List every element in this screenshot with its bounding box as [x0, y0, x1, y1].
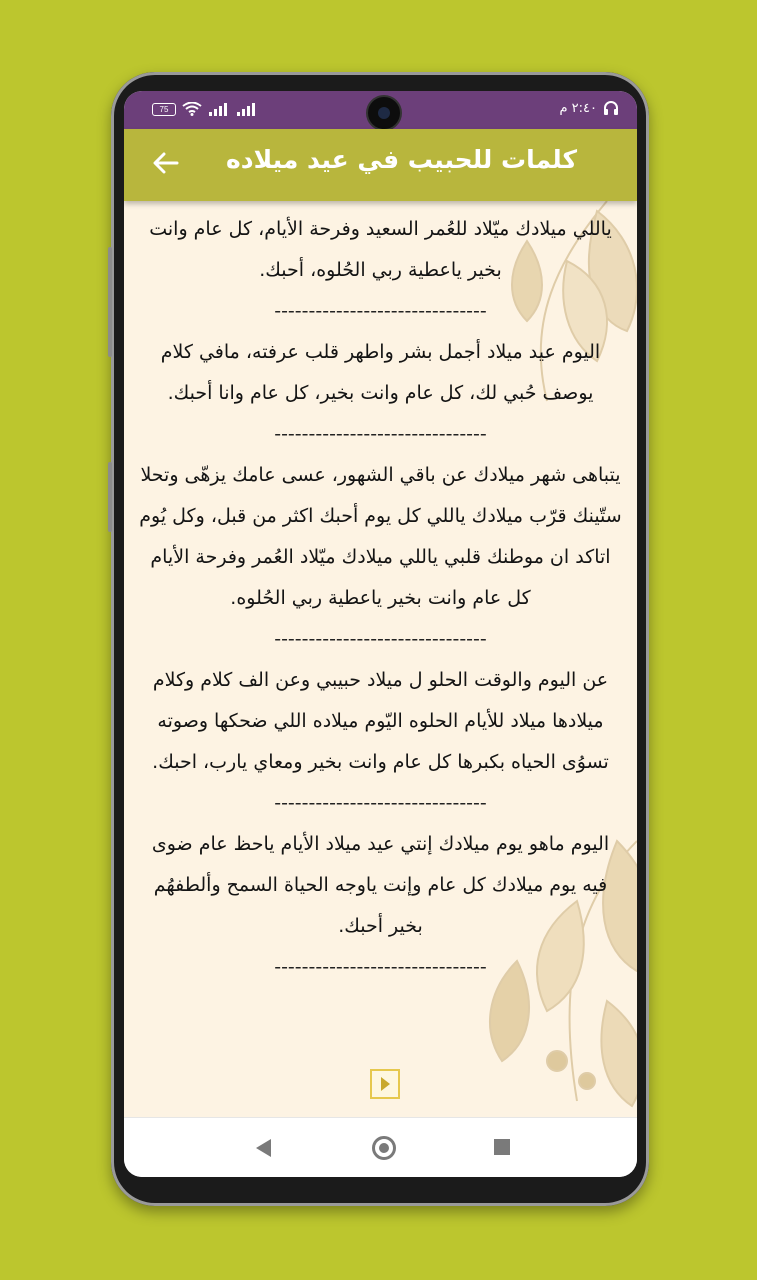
greeting-paragraph: يتباهى شهر ميلادك عن باقي الشهور، عسى عامك يزهّى وتحلا ستّينك قرّب ميلادك ياللي كل يوم أحبك اكثر من قبل، وكل يُوم اتاكد ان موطنك قلبي ياللي ميلادك ميّلاد العُمر وفرحة الأيام كل عام وانت بخير ياعطية ربي الحُلوه.: [139, 464, 622, 609]
phone-frame: [111, 72, 649, 1206]
nav-home-icon[interactable]: [372, 1136, 396, 1160]
content-area[interactable]: [124, 201, 637, 1117]
greeting-paragraph: اليوم ماهو يوم ميلادك إنتي عيد ميلاد الأيام ياحظ عام ضوى فيه يوم ميلادك كل عام وإنت ياوجه الحياة السمح وألطفهُم بخير أحبك.: [151, 833, 610, 937]
status-bar: [124, 91, 637, 129]
headphones-icon: [603, 100, 619, 116]
nav-back-icon[interactable]: [256, 1139, 271, 1157]
wifi-icon: [182, 102, 202, 116]
app-bar: [124, 129, 637, 201]
status-icons-right: [559, 100, 619, 116]
nav-recents-icon[interactable]: [494, 1139, 510, 1155]
clock-text: ٢:٤٠ م: [559, 100, 597, 116]
greetings-text: [138, 209, 623, 988]
separator: -------------------------------: [274, 300, 487, 322]
separator: -------------------------------: [274, 956, 487, 978]
greeting-paragraph: اليوم عيد ميلاد أجمل بشر واطهر قلب عرفته، مافي كلام يوصف حُبي لك، كل عام وانت بخير، كل عام وانا أحبك.: [160, 341, 601, 404]
arrow-back-icon[interactable]: [148, 145, 184, 181]
bixby-button: [108, 462, 112, 532]
separator: -------------------------------: [274, 628, 487, 650]
front-camera: [366, 95, 402, 131]
volume-button: [108, 247, 112, 357]
phone-screen: [124, 91, 637, 1177]
signal-icon: [236, 102, 258, 116]
battery-icon: 75: [152, 103, 176, 116]
signal-icon: [208, 102, 230, 116]
navigation-bar: [124, 1117, 637, 1177]
page-title: كلمات للحبيب في عيد ميلاده: [226, 145, 577, 174]
play-ad-icon[interactable]: [370, 1069, 400, 1099]
greeting-paragraph: ياللي ميلادك ميّلاد للعُمر السعيد وفرحة الأيام، كل عام وانت بخير ياعطية ربي الحُلوه، أحبك.: [149, 218, 612, 281]
separator: -------------------------------: [274, 792, 487, 814]
separator: -------------------------------: [274, 423, 487, 445]
greeting-paragraph: عن اليوم والوقت الحلو ل ميلاد حبيبي وعن الف كلام وكلام ميلادها ميلاد للأيام الحلوه اليّوم ميلاده اللي ضحكها وصوته تسوُى الحياه بكبرها كل عام وانت بخير ومعاي يارب، احبك.: [152, 669, 609, 773]
status-icons-left: [152, 102, 258, 116]
